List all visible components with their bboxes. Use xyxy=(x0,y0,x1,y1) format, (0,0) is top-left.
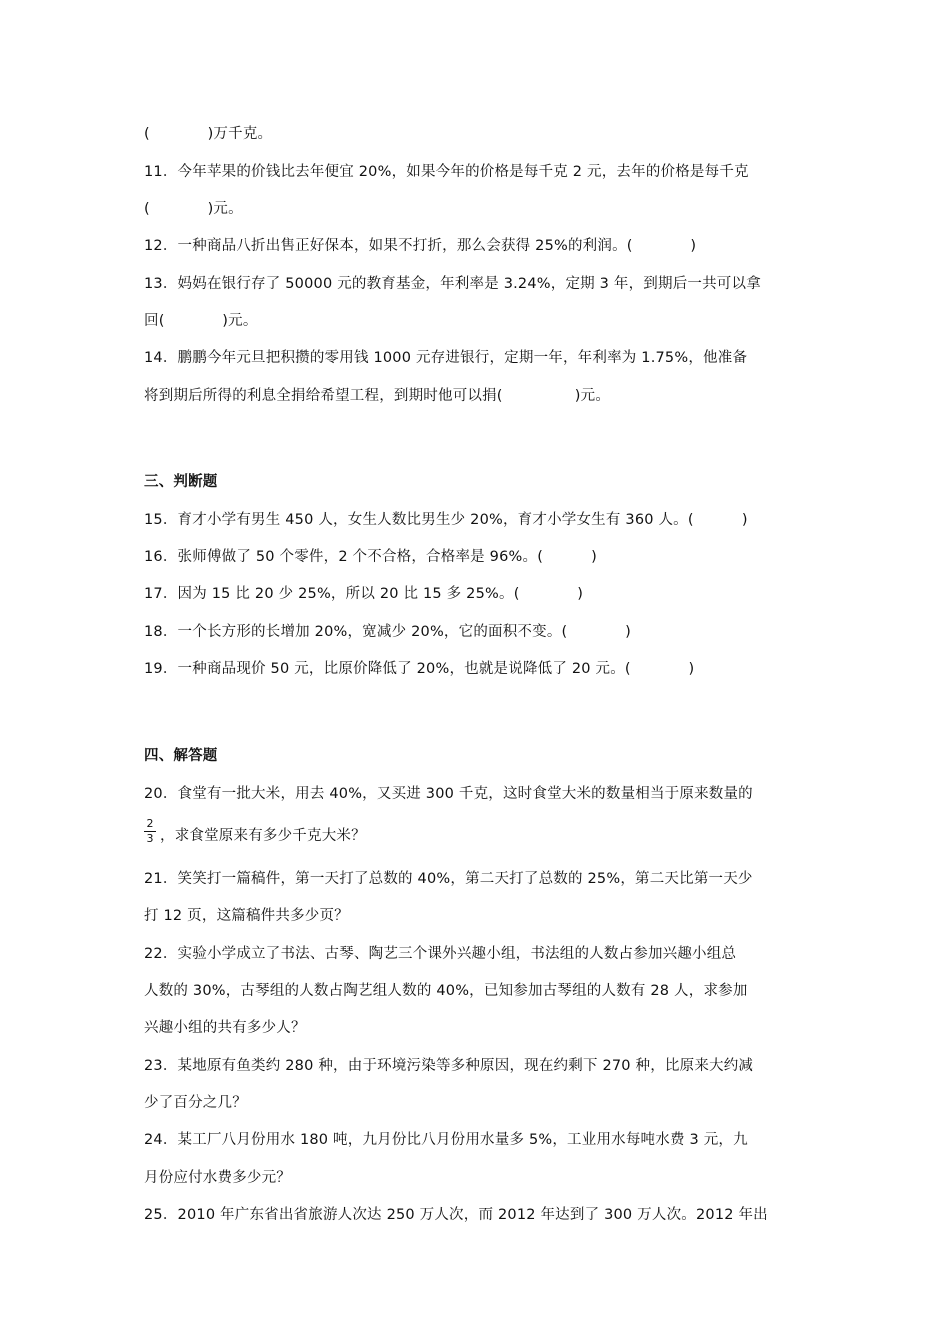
question-23-line-1: 23．某地原有鱼类约 280 种，由于环境污染等多种原因，现在约剩下 270 种，比原来大约减 xyxy=(144,1058,754,1074)
question-16: 16．张师傅做了 50 个零件，2 个不合格，合格率是 96%。( ) xyxy=(144,549,597,565)
question-17: 17．因为 15 比 20 少 25%，所以 20 比 15 多 25%。( ) xyxy=(144,586,584,602)
fraction-numerator: 2 xyxy=(146,817,154,830)
question-18: 18．一个长方形的长增加 20%，宽减少 20%，它的面积不变。( ) xyxy=(144,624,631,640)
question-23-line-2: 少了百分之几？ xyxy=(144,1095,247,1111)
question-21-line-1: 21．笑笑打一篇稿件，第一天打了总数的 40%，第二天打了总数的 25%，第二天比第一天少 xyxy=(144,871,753,887)
question-19: 19．一种商品现价 50 元，比原价降低了 20%，也就是说降低了 20 元。( ) xyxy=(144,661,695,677)
question-22-line-2: 人数的 30%，古琴组的人数占陶艺组人数的 40%，已知参加古琴组的人数有 28 人，求参加 xyxy=(144,983,748,999)
question-11-line-2: ( )元。 xyxy=(144,201,243,217)
question-13-line-1: 13．妈妈在银行存了 50000 元的教育基金，年利率是 3.24%，定期 3 年，到期后一共可以拿 xyxy=(144,276,761,292)
question-24-line-2: 月份应付水费多少元？ xyxy=(144,1170,291,1186)
question-20-line-1: 20．食堂有一批大米，用去 40%，又买进 300 千克，这时食堂大米的数量相当于原来数量的 xyxy=(144,786,753,802)
question-14-line-1: 14．鹏鹏今年元旦把积攒的零用钱 1000 元存进银行，定期一年，年利率为 1.75%，他准备 xyxy=(144,350,748,366)
question-15: 15．育才小学有男生 450 人，女生人数比男生少 20%，育才小学女生有 360 人。( ) xyxy=(144,512,748,528)
question-21-line-2: 打 12 页，这篇稿件共多少页？ xyxy=(144,908,349,924)
question-20-line-2: ，求食堂原来有多少千克大米？ xyxy=(160,828,366,844)
section-heading-judgement: 三、判断题 xyxy=(144,474,218,490)
fraction-two-thirds xyxy=(144,818,156,845)
question-14-line-2: 将到期后所得的利息全捐给希望工程，到期时他可以捐( )元。 xyxy=(144,388,611,404)
section-heading-solve: 四、解答题 xyxy=(144,748,218,764)
question-12: 12．一种商品八折出售正好保本，如果不打折，那么会获得 25%的利润。( ) xyxy=(144,238,697,254)
question-24-line-1: 24．某工厂八月份用水 180 吨，九月份比八月份用水量多 5%，工业用水每吨水费 3 元，九 xyxy=(144,1132,748,1148)
question-25-line-1: 25．2010 年广东省出省旅游人次达 250 万人次，而 2012 年达到了 300 万人次。2012 年出 xyxy=(144,1207,768,1223)
question-22-line-1: 22．实验小学成立了书法、古琴、陶艺三个课外兴趣小组，书法组的人数占参加兴趣小组总 xyxy=(144,946,737,962)
question-13-line-2: 回( )元。 xyxy=(144,313,258,329)
fraction-denominator: 3 xyxy=(146,832,154,845)
q10-answer-blank-line: ( )万千克。 xyxy=(144,126,273,142)
question-11-line-1: 11．今年苹果的价钱比去年便宜 20%，如果今年的价格是每千克 2 元，去年的价格是每千克 xyxy=(144,164,749,180)
question-22-line-3: 兴趣小组的共有多少人？ xyxy=(144,1020,306,1036)
